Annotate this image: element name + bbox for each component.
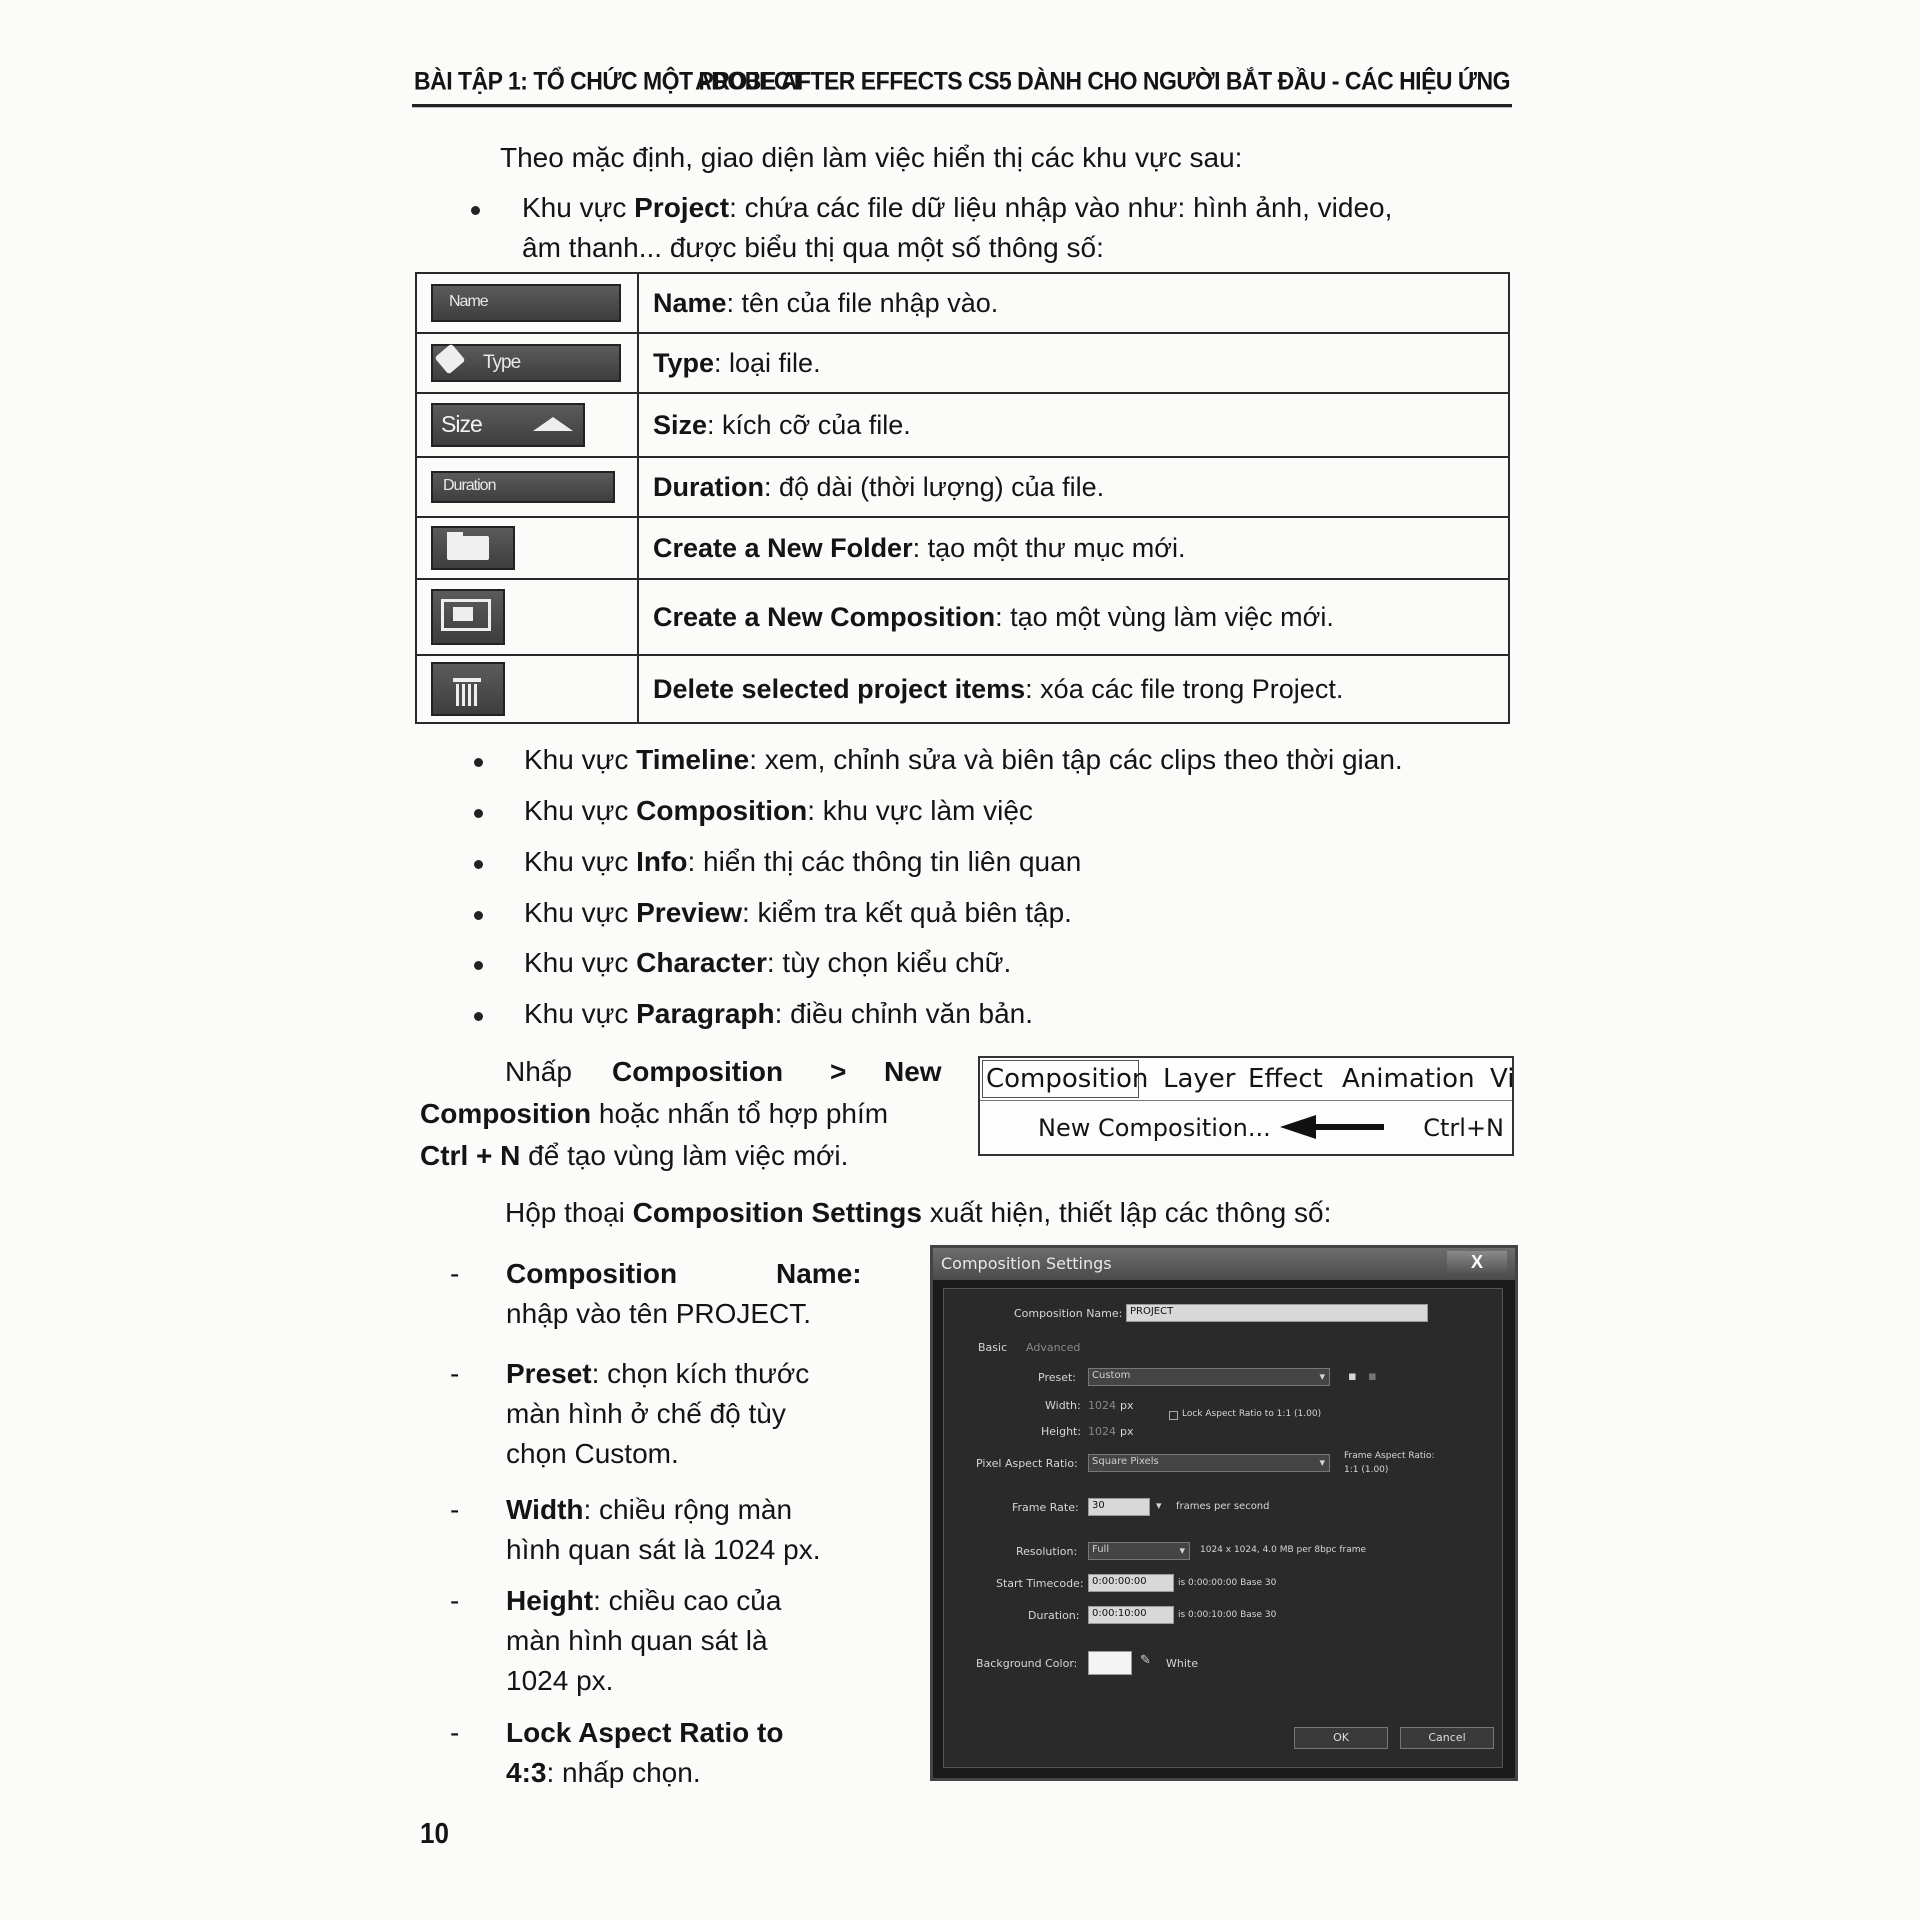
bullet-text: : chứa các file dữ liệu nhập vào như: hình ảnh, video, <box>729 192 1393 223</box>
item-desc: : tên của file nhập vào. <box>726 287 999 318</box>
item-term: Create a New Composition <box>653 601 996 632</box>
icon-label: Name <box>449 293 488 310</box>
intro-term: Composition Settings <box>632 1197 922 1228</box>
bullet-text: : kiểm tra kết quả biên tập. <box>741 897 1072 928</box>
select-value: Custom <box>1092 1370 1131 1381</box>
arrow-left-icon <box>1280 1115 1316 1139</box>
bullet-dot <box>474 961 483 970</box>
input-value: 30 <box>1092 1500 1105 1511</box>
duration-input[interactable] <box>1088 1606 1174 1624</box>
bullet-dot <box>474 758 483 767</box>
bullet-prefix: Khu vực <box>522 192 635 223</box>
chevron-down-icon[interactable]: ▾ <box>1156 1499 1162 1512</box>
icon-cell <box>416 655 638 723</box>
bullet-dot <box>474 809 483 818</box>
desc-cell <box>638 393 1509 457</box>
list-item <box>524 893 1072 933</box>
menu-item-label: New Composition... <box>1038 1114 1271 1142</box>
setting-text: hình quan sát là 1024 px. <box>506 1534 821 1565</box>
select-value: Full <box>1092 1544 1110 1555</box>
eyedropper-icon[interactable]: ✎ <box>1140 1653 1151 1668</box>
menu-effect[interactable]: Effect <box>1248 1064 1323 1094</box>
item-term: Duration <box>653 471 764 502</box>
table-row <box>416 333 1509 393</box>
header-left: BÀI TẬP 1: TỔ CHỨC MỘT PROJECT <box>414 66 804 96</box>
frame-rate-input[interactable] <box>1088 1498 1150 1516</box>
height-label: Height: <box>1041 1425 1082 1438</box>
input-value: 0:00:00:00 <box>1092 1576 1147 1587</box>
height-value[interactable]: 1024 <box>1088 1425 1116 1438</box>
icon-label: Type <box>483 352 521 373</box>
width-value[interactable]: 1024 <box>1088 1399 1116 1412</box>
dash-marker: - <box>450 1494 460 1525</box>
header-right: ADOBE AFTER EFFECTS CS5 DÀNH CHO NGƯỜI BẮT ĐẦU - CÁC HIỆU ỨNG <box>695 66 1510 96</box>
bullet-text: : xem, chỉnh sửa và biên tập các clips theo thời gian. <box>749 744 1403 775</box>
save-preset-icon[interactable]: ▪ <box>1348 1369 1357 1384</box>
table-row <box>416 393 1509 457</box>
resolution-info: 1024 x 1024, 4.0 MB per 8bpc frame <box>1200 1545 1367 1555</box>
dash-marker: - <box>450 1258 460 1289</box>
menu-layer[interactable]: Layer <box>1163 1064 1236 1094</box>
dialog-titlebar <box>933 1248 1515 1280</box>
arrow-shaft <box>1314 1124 1384 1130</box>
table-row <box>416 517 1509 579</box>
chevron-down-icon: ▾ <box>1179 1544 1185 1557</box>
start-timecode-input[interactable] <box>1088 1574 1174 1592</box>
item-desc: : độ dài (thời lượng) của file. <box>764 471 1105 502</box>
dash-marker: - <box>450 1358 460 1389</box>
desc-cell <box>638 655 1509 723</box>
list-item <box>524 943 1011 983</box>
film-image <box>453 607 473 621</box>
frame-aspect-value: 1:1 (1.00) <box>1344 1465 1389 1475</box>
setting-line <box>506 1581 781 1621</box>
tab-advanced[interactable]: Advanced <box>1026 1341 1081 1354</box>
table-row <box>416 457 1509 517</box>
instruction-line3 <box>420 1136 848 1176</box>
menu-view[interactable]: Vi <box>1490 1064 1515 1094</box>
running-header <box>412 60 1512 107</box>
composition-name-label: Composition Name: <box>1014 1307 1123 1320</box>
composition-settings-dialog <box>930 1245 1518 1781</box>
dash-marker: - <box>450 1717 460 1748</box>
list-item <box>524 791 1033 831</box>
instruction-term: Composition <box>420 1098 592 1129</box>
start-timecode-info: is 0:00:00:00 Base 30 <box>1178 1578 1277 1588</box>
icon-cell <box>416 273 638 333</box>
bullet-dot <box>474 1012 483 1021</box>
project-bullet-line2: âm thanh... được biểu thị qua một số thông số: <box>522 232 1104 263</box>
intro-text: Hộp thoại <box>505 1197 633 1228</box>
bullet-term: Paragraph <box>636 998 775 1029</box>
lock-aspect-checkbox[interactable] <box>1169 1411 1178 1420</box>
frame-rate-unit: frames per second <box>1176 1501 1270 1512</box>
setting-term: Name: <box>776 1258 862 1289</box>
select-value: Square Pixels <box>1092 1456 1159 1467</box>
setting-term: Width <box>506 1494 584 1525</box>
desc-cell <box>638 333 1509 393</box>
delete-preset-icon[interactable]: ▪ <box>1368 1369 1377 1384</box>
bullet-text: : khu vực làm việc <box>807 795 1033 826</box>
bullet-term: Timeline <box>636 744 750 775</box>
menu-item-shortcut: Ctrl+N <box>1423 1114 1504 1142</box>
setting-text: : chiều rộng màn <box>583 1494 793 1525</box>
table-row <box>416 273 1509 333</box>
setting-term: 4:3 <box>506 1757 547 1788</box>
instruction-word: New <box>884 1056 942 1087</box>
frame-rate-label: Frame Rate: <box>1012 1501 1079 1514</box>
input-value: PROJECT <box>1130 1306 1174 1317</box>
width-unit: px <box>1120 1399 1134 1412</box>
dialog-intro <box>505 1193 1331 1233</box>
bullet-dot <box>474 860 483 869</box>
pixel-aspect-label: Pixel Aspect Ratio: <box>976 1457 1078 1470</box>
bullet-text: : tùy chọn kiểu chữ. <box>766 947 1012 978</box>
preset-label: Preset: <box>1038 1371 1077 1384</box>
dash-marker: - <box>450 1585 460 1616</box>
bullet-prefix: Khu vực <box>524 795 637 826</box>
menu-item-new-composition[interactable] <box>980 1102 1512 1152</box>
setting-line <box>506 1354 809 1394</box>
list-item <box>524 994 1033 1034</box>
desc-cell <box>638 273 1509 333</box>
item-term: Delete selected project items <box>653 673 1026 704</box>
bullet-term: Info <box>636 846 688 877</box>
setting-text: chọn Custom. <box>506 1438 679 1469</box>
menu-animation[interactable]: Animation <box>1342 1064 1475 1094</box>
ok-button[interactable]: OK <box>1294 1727 1388 1749</box>
background-color-swatch[interactable] <box>1088 1651 1132 1675</box>
new-composition-icon <box>431 589 505 645</box>
lock-aspect-label: Lock Aspect Ratio to 1:1 (1.00) <box>1182 1409 1322 1419</box>
folder-shape <box>447 536 489 560</box>
resolution-label: Resolution: <box>1016 1545 1078 1558</box>
height-unit: px <box>1120 1425 1134 1438</box>
item-term: Create a New Folder <box>653 532 913 563</box>
frame-aspect-label: Frame Aspect Ratio: <box>1344 1451 1435 1461</box>
bullet-dot <box>474 911 483 920</box>
bullet-prefix: Khu vực <box>524 947 637 978</box>
desc-cell <box>638 579 1509 655</box>
item-desc: : tạo một vùng làm việc mới. <box>995 601 1334 632</box>
trash-icon <box>431 662 505 716</box>
bullet-prefix: Khu vực <box>524 846 637 877</box>
folder-tab <box>447 532 463 538</box>
table-row <box>416 655 1509 723</box>
setting-text: : chọn kích thước <box>591 1358 810 1389</box>
name-column-header-icon <box>431 284 621 322</box>
page-number: 10 <box>420 1816 449 1850</box>
instruction-term: Ctrl + N <box>420 1140 521 1171</box>
width-label: Width: <box>1045 1399 1081 1412</box>
setting-text: 1024 px. <box>506 1665 614 1696</box>
icon-cell <box>416 393 638 457</box>
item-desc: : loại file. <box>714 347 821 378</box>
instruction-text: để tạo vùng làm việc mới. <box>520 1140 849 1171</box>
tab-basic[interactable]: Basic <box>978 1341 1008 1354</box>
chevron-down-icon: ▾ <box>1319 1456 1325 1469</box>
background-color-name: White <box>1166 1657 1198 1670</box>
dialog-body <box>943 1288 1503 1768</box>
item-term: Type <box>653 347 715 378</box>
intro-paragraph: Theo mặc định, giao diện làm việc hiển thị các khu vực sau: <box>500 142 1243 173</box>
menu-bar <box>980 1058 1515 1101</box>
trash-lid <box>453 678 481 682</box>
item-desc: : xóa các file trong Project. <box>1025 673 1344 704</box>
bullet-term: Project <box>634 192 730 223</box>
setting-term: Height <box>506 1585 594 1616</box>
item-desc: : kích cỡ của file. <box>707 409 911 440</box>
new-folder-icon <box>431 526 515 570</box>
instruction-word: Nhấp <box>505 1056 572 1087</box>
list-item <box>524 842 1081 882</box>
project-items-table <box>415 272 1510 724</box>
setting-term: Composition <box>506 1258 678 1289</box>
instruction-word: Composition <box>612 1056 784 1087</box>
bullet-text: : điều chỉnh văn bản. <box>774 998 1034 1029</box>
setting-line <box>506 1490 792 1530</box>
setting-text: : chiều cao của <box>593 1585 782 1616</box>
composition-menu-screenshot <box>978 1056 1514 1156</box>
setting-term: Preset <box>506 1358 592 1389</box>
bullet-term: Character <box>636 947 767 978</box>
item-term: Size <box>653 409 708 440</box>
background-color-label: Background Color: <box>976 1657 1078 1670</box>
setting-line <box>506 1753 701 1793</box>
duration-label: Duration: <box>1028 1609 1080 1622</box>
table-row <box>416 579 1509 655</box>
icon-cell <box>416 457 638 517</box>
intro-text: xuất hiện, thiết lập các thông số: <box>921 1197 1332 1228</box>
instruction-word: > <box>830 1056 847 1087</box>
bullet-prefix: Khu vực <box>524 744 637 775</box>
bullet-prefix: Khu vực <box>524 897 637 928</box>
duration-column-header-icon <box>431 471 615 503</box>
chevron-down-icon: ▾ <box>1319 1370 1325 1383</box>
size-sort-column-header-icon <box>431 403 585 447</box>
icon-cell <box>416 579 638 655</box>
preset-select[interactable] <box>1088 1368 1330 1386</box>
icon-cell <box>416 333 638 393</box>
project-bullet-line1 <box>522 188 1392 228</box>
cancel-button[interactable]: Cancel <box>1400 1727 1494 1749</box>
resolution-select[interactable] <box>1088 1542 1190 1560</box>
setting-text: nhập vào tên PROJECT. <box>506 1298 812 1329</box>
type-tag-column-header-icon <box>431 344 621 382</box>
bullet-dot <box>471 206 480 215</box>
desc-cell <box>638 457 1509 517</box>
dialog-title: Composition Settings <box>941 1254 1112 1273</box>
icon-label: Size <box>441 411 482 437</box>
icon-cell <box>416 517 638 579</box>
duration-info: is 0:00:10:00 Base 30 <box>1178 1610 1277 1620</box>
bullet-term: Preview <box>636 897 742 928</box>
setting-term: Lock Aspect Ratio to <box>506 1717 784 1748</box>
setting-text: màn hình ở chế độ tùy <box>506 1398 786 1429</box>
item-desc: : tạo một thư mục mới. <box>912 532 1186 563</box>
icon-label: Duration <box>443 477 496 495</box>
item-term: Name <box>653 287 727 318</box>
bullet-text: : hiển thị các thông tin liên quan <box>687 846 1082 877</box>
sort-ascending-icon <box>533 417 573 431</box>
bullet-prefix: Khu vực <box>524 998 637 1029</box>
menu-composition[interactable]: Composition <box>986 1064 1149 1094</box>
close-button[interactable]: X <box>1447 1251 1507 1273</box>
tag-icon <box>435 344 466 375</box>
setting-text: : nhấp chọn. <box>546 1757 701 1788</box>
desc-cell <box>638 517 1509 579</box>
start-timecode-label: Start Timecode: <box>996 1577 1084 1590</box>
composition-name-input[interactable] <box>1126 1304 1428 1322</box>
setting-text: màn hình quan sát là <box>506 1625 768 1656</box>
instruction-line2 <box>420 1094 888 1134</box>
list-item <box>524 740 1403 780</box>
bullet-term: Composition <box>636 795 808 826</box>
instruction-text: hoặc nhấn tổ hợp phím <box>591 1098 889 1129</box>
pixel-aspect-select[interactable] <box>1088 1454 1330 1472</box>
trash-body <box>456 684 478 706</box>
input-value: 0:00:10:00 <box>1092 1608 1147 1619</box>
